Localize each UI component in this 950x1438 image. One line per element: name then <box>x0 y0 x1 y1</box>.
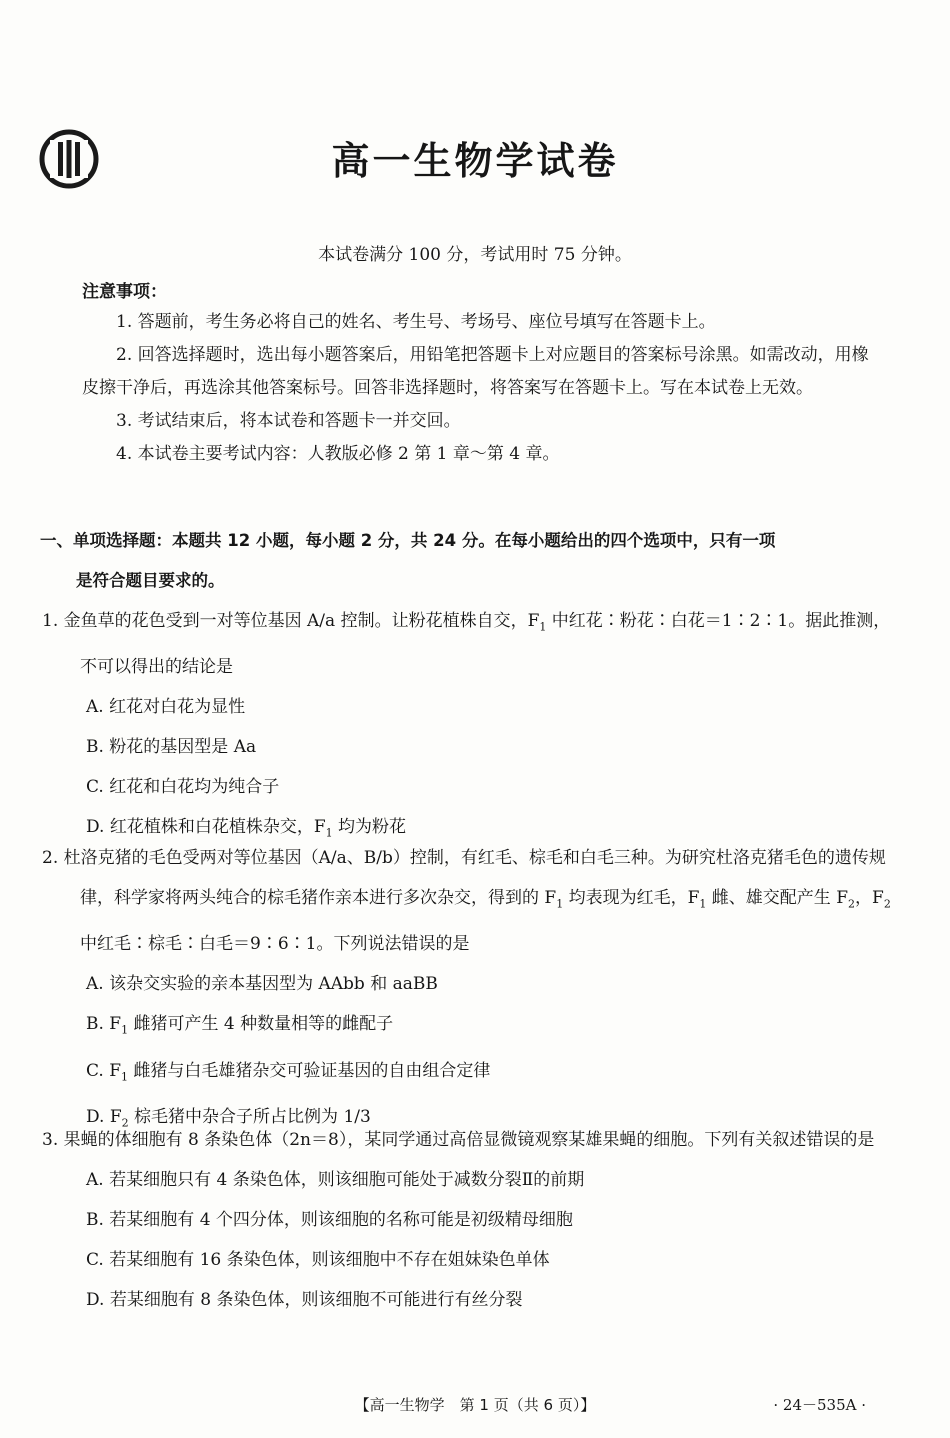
option-d: D. 若某细胞有 8 条染色体，则该细胞不可能进行有丝分裂 <box>86 1290 523 1310</box>
section-heading <box>40 521 890 601</box>
question-3 <box>42 1120 892 1320</box>
option-a: A. 该杂交实验的亲本基因型为 AAbb 和 aaBB <box>86 974 438 995</box>
notice-item: 4. 本试卷主要考试内容：人教版必修 2 第 1 章～第 4 章。 <box>116 444 560 464</box>
option-b: B. 粉花的基因型是 Aa <box>86 737 257 758</box>
option-b: B. 若某细胞有 4 个四分体，则该细胞的名称可能是初级精母细胞 <box>86 1210 573 1230</box>
question-2 <box>42 838 892 1144</box>
option-c: C. 若某细胞有 16 条染色体，则该细胞中不存在姐妹染色单体 <box>86 1250 550 1270</box>
option-b: B. $F_1$ 雌猪可产生 4 种数量相等的雌配子 <box>86 1014 394 1037</box>
notice-item: 3. 考试结束后，将本试卷和答题卡一并交回。 <box>116 411 461 431</box>
option-d: D. 红花植株和白花植株杂交，$F_1$ 均为粉花 <box>86 817 407 840</box>
exam-code: · 24－535A · <box>773 1396 866 1414</box>
option-c: C. $F_1$ 雌猪与白毛雄猪杂交可验证基因的自由组合定律 <box>86 1060 491 1084</box>
option-a: A. 红花对白花为显性 <box>86 697 246 718</box>
option-c: C. 红花和白花均为纯合子 <box>86 777 280 798</box>
question-stem: 2. 杜洛克猪的毛色受两对等位基因（A/a、B/b）控制，有红毛、棕毛和白毛三种。为研究杜洛克猪毛色的遗传规律，科学家将两头纯合的棕毛猪作亲本进行多次杂交，得到的 $F_1$ 均表现为红毛，$F_1$ 雌、雄交配产生 $F_2$，$F_2$ 中红毛∶棕毛∶白毛＝9∶6∶1。下列说法错误的是 <box>42 848 891 955</box>
question-stem: 3. 果蝇的体细胞有 8 条染色体（2n＝8），某同学通过高倍显微镜观察某雄果蝇的细胞。下列有关叙述错误的是 <box>42 1130 875 1150</box>
exam-meta: 本试卷满分 100 分，考试用时 75 分钟。 <box>318 245 632 265</box>
notice-item: 2. 回答选择题时，选出每小题答案后，用铅笔把答题卡上对应题目的答案标号涂黑。如需改动，用橡皮擦干净后，再选涂其他答案标号。回答非选择题时，将答案写在答题卡上。写在本试卷上无效。 <box>82 345 869 398</box>
question-1 <box>42 601 892 854</box>
option-a: A. 若某细胞只有 4 条染色体，则该细胞可能处于减数分裂Ⅱ的前期 <box>86 1170 585 1190</box>
notice-list <box>82 306 882 471</box>
question-stem: 1. 金鱼草的花色受到一对等位基因 A/a 控制。让粉花植株自交，$F_1$ 中红花∶粉花∶白花＝1∶2∶1。据此推测，不可以得出的结论是 <box>42 611 891 678</box>
option-d: D. $F_2$ 棕毛猪中杂合子所占比例为 1/3 <box>86 1107 371 1130</box>
section-heading-line1: 一、单项选择题：本题共 12 小题，每小题 2 分，共 24 分。在每小题给出的四个选项中，只有一项 <box>40 531 776 550</box>
notice-item: 1. 答题前，考生务必将自己的姓名、考生号、考场号、座位号填写在答题卡上。 <box>116 312 716 332</box>
section-heading-line2: 是符合题目要求的。 <box>76 571 225 590</box>
page-title: 高一生物学试卷 <box>331 139 619 183</box>
page-number: 【高一生物学 第 1 页（共 6 页）】 <box>354 1396 596 1414</box>
notice-heading: 注意事项： <box>82 282 167 302</box>
